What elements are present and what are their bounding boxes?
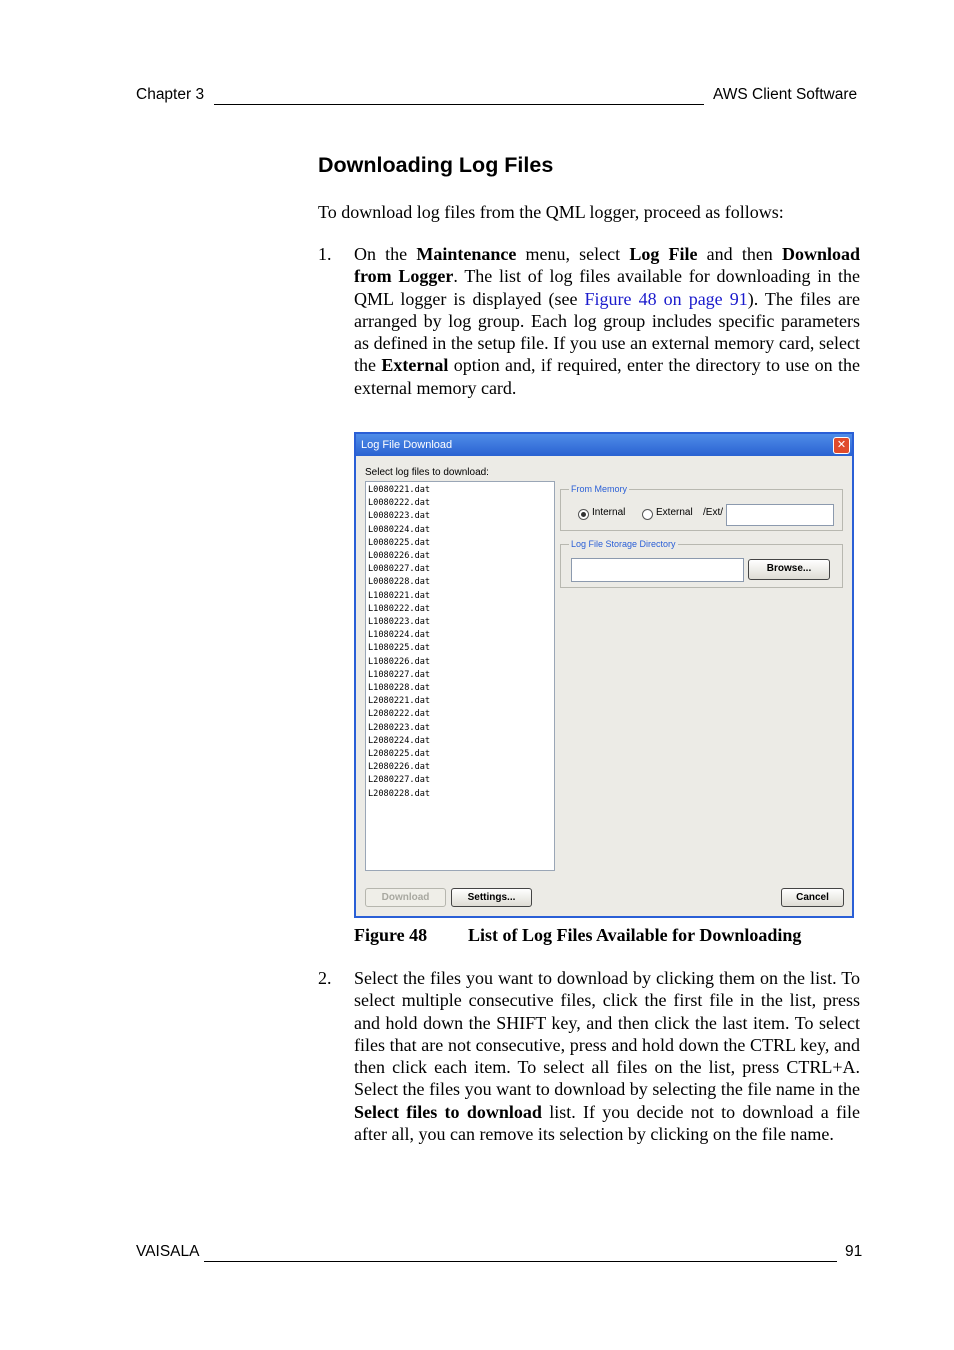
intro-paragraph: To download log files from the QML logger, proceed as follows: (318, 202, 784, 222)
list-item[interactable]: L2080224.dat (368, 735, 431, 746)
download-button[interactable]: Download (365, 888, 446, 907)
list-item[interactable]: L0080224.dat (368, 524, 431, 535)
list-item[interactable]: L2080221.dat (368, 696, 431, 707)
list-item[interactable]: L1080221.dat (368, 590, 431, 601)
list-item[interactable]: L2080228.dat (368, 788, 431, 799)
list-item[interactable]: L1080223.dat (368, 617, 431, 627)
internal-label: Internal (592, 507, 626, 518)
browse-button[interactable]: Browse... (748, 559, 830, 580)
page-number: 91 (845, 1243, 863, 1260)
from-memory-label: From Memory (571, 484, 627, 494)
external-label: External (656, 507, 693, 518)
ext-path-label: /Ext/ (703, 507, 724, 518)
list-item[interactable]: L0080228.dat (368, 577, 431, 588)
list-item[interactable]: L2080223.dat (368, 722, 431, 733)
settings-button[interactable]: Settings... (451, 888, 532, 907)
ext-path-input[interactable] (726, 504, 834, 526)
step-1-number: 1. (318, 244, 332, 264)
list-item[interactable]: L0080226.dat (368, 551, 431, 561)
list-item[interactable]: L0080222.dat (368, 498, 431, 509)
external-radio[interactable] (642, 509, 653, 520)
list-item[interactable]: L1080225.dat (368, 643, 431, 654)
list-item[interactable]: L1080224.dat (368, 630, 431, 641)
list-item[interactable]: L0080227.dat (368, 564, 431, 575)
log-file-download-dialog (354, 432, 854, 918)
cancel-button[interactable]: Cancel (781, 888, 844, 907)
list-item[interactable]: L2080222.dat (368, 709, 431, 720)
figure-48-link[interactable]: Figure 48 on page 91 (584, 288, 748, 309)
list-item[interactable]: L2080226.dat (368, 762, 431, 773)
file-list-label: Select log files to download: (365, 467, 489, 478)
list-item[interactable]: L1080228.dat (368, 683, 431, 693)
storage-directory-group (560, 539, 843, 588)
dialog-title-bar (356, 434, 852, 456)
footer-company: VAISALA (136, 1243, 200, 1260)
from-memory-group (560, 484, 843, 531)
list-item[interactable]: L1080226.dat (368, 656, 431, 667)
footer-rule (204, 1261, 837, 1262)
step-2-text: Select the files you want to download by clicking them on the list. To select multiple consecutive files, click the first file in the list, press and hold down the SHIFT key, and then click the last item. To select files that are not consecutive, press and hold down the CTRL key, and then click each item. To select all files on the list, press CTRL+A. Select the files you want to download by selecting the file name in the Select files to download list. If you decide not to download a file after all, you can remove its selection by clicking on the file name. (354, 968, 860, 1145)
dialog-title: Log File Download (361, 439, 453, 451)
header-rule (214, 104, 704, 105)
list-item[interactable]: L0080223.dat (368, 511, 431, 522)
header-title: AWS Client Software (713, 86, 858, 103)
file-list[interactable] (365, 481, 555, 871)
step-2-number: 2. (318, 968, 332, 988)
internal-radio[interactable] (578, 509, 589, 520)
list-item[interactable]: L0080221.dat (368, 485, 431, 495)
figure-number: Figure 48 (354, 925, 428, 945)
storage-directory-label: Log File Storage Directory (571, 539, 676, 549)
section-title: Downloading Log Files (318, 153, 554, 177)
list-item[interactable]: L2080227.dat (368, 775, 431, 786)
list-item[interactable]: L1080227.dat (368, 669, 431, 680)
storage-directory-input[interactable] (571, 558, 744, 582)
list-item[interactable]: L1080222.dat (368, 603, 431, 614)
list-item[interactable]: L2080225.dat (368, 749, 431, 759)
list-item[interactable]: L0080225.dat (368, 537, 431, 548)
header-chapter: Chapter 3 (136, 86, 205, 103)
step-1-text: On the Maintenance menu, select Log File and then Download from Logger. The list of log files available for downloading in the QML logger is displayed (see Figure 48 on page 91). The files are arranged by log group. Each log group includes specific parameters as defined in the setup file. If you use an external memory card, select the External option and, if required, enter the directory to use on the external memory card. (354, 244, 861, 398)
close-icon[interactable]: ✕ (833, 437, 850, 454)
figure-title: List of Log Files Available for Downloading (468, 925, 802, 945)
